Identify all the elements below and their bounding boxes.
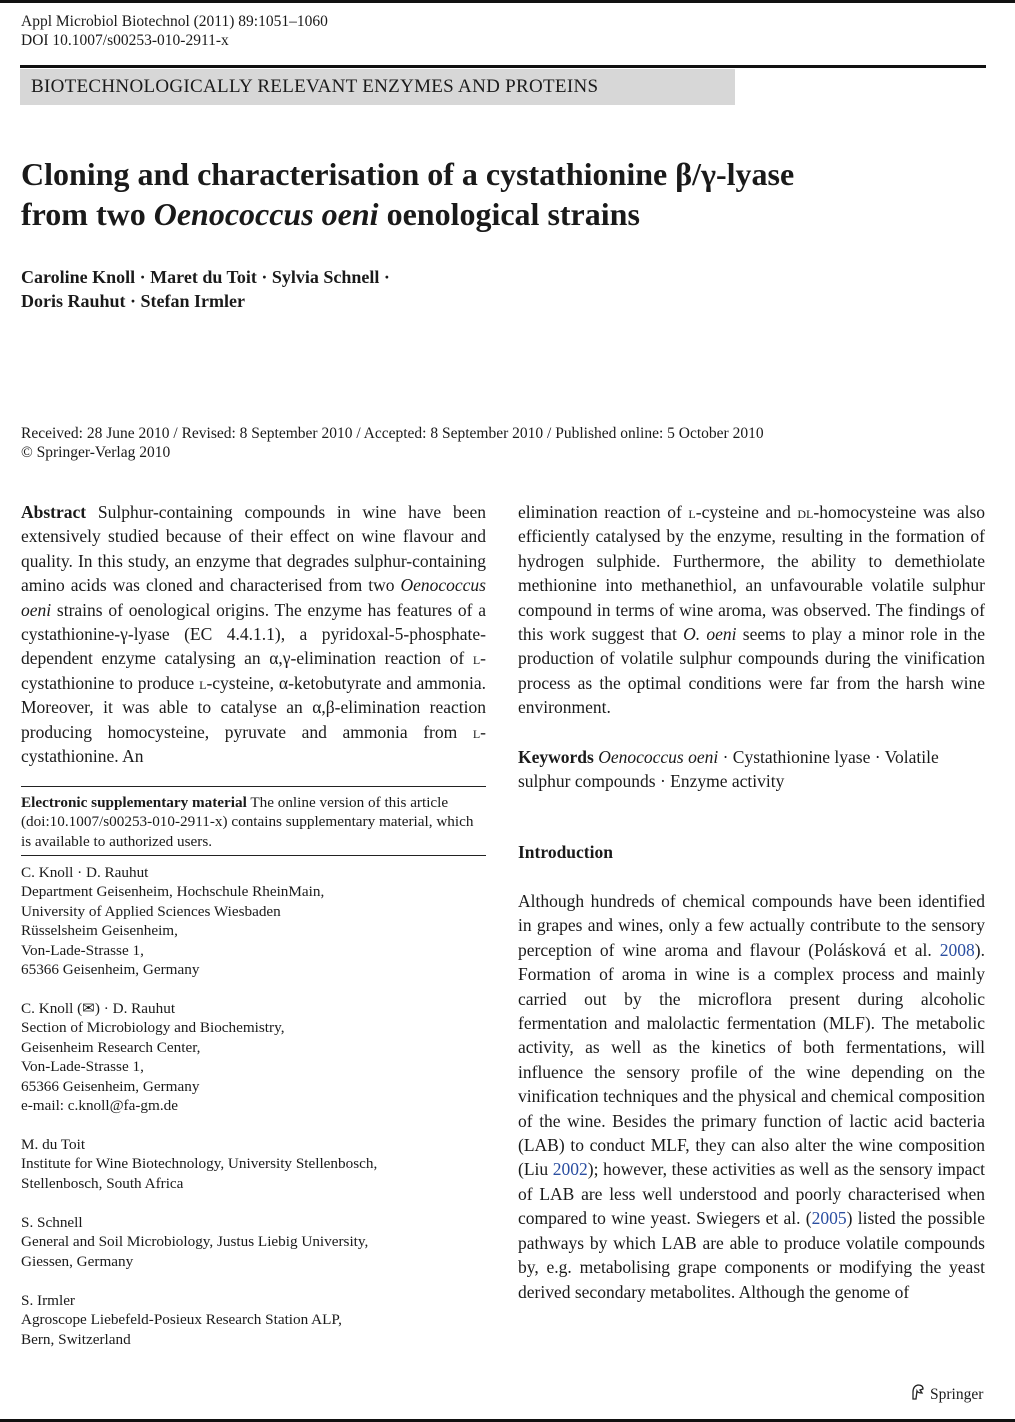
affiliation-block: C. Knoll · D. Rauhut Department Geisenheim, Hochschule RheinMain, University of Applied Sciences Wiesbaden Rüsselsheim Geisenheim, Von-Lade-Strasse 1, 65366 Geisenheim, Germany bbox=[21, 864, 325, 979]
affiliation-block: C. Knoll (✉) · D. Rauhut Section of Microbiology and Biochemistry, Geisenheim Research Center, Von-Lade-Strasse 1, 65366 Geisenheim, Germany e-mail: c.knoll@fa-gm.de bbox=[21, 999, 486, 1115]
doi-line: DOI 10.1007/s00253-010-2911-x bbox=[21, 32, 229, 49]
citation-link[interactable]: 2005 bbox=[811, 1208, 847, 1229]
affiliation-block: S. Schnell General and Soil Microbiology, Justus Liebig University, Giessen, Germany bbox=[21, 1214, 369, 1270]
abstract-label: Abstract bbox=[21, 502, 87, 522]
abstract-paragraph: Abstract Sulphur-containing compounds in wine have been extensively studied because of their effect on wine flavour and quality. In this study, an enzyme that degrades sulphur-containing amino acids was cloned and characterised from two Oenococcus oeni strains of oenological origins. The enzyme has features of a cystathionine-γ-lyase (EC 4.4.1.1), a pyridoxal-5-phosphate-dependent enzyme catalysing an α,γ-elimination reaction of l-cystathionine to produce l-cysteine, α-ketobutyrate and ammonia. Moreover, it was able to catalyse an α,β-elimination reaction producing homocysteine, pyruvate and ammonia from l-cystathionine. An bbox=[21, 502, 486, 767]
top-border bbox=[0, 0, 1015, 3]
right-column bbox=[518, 500, 986, 1302]
email-address: e-mail: c.knoll@fa-gm.de bbox=[21, 1097, 178, 1115]
abstract-continuation: elimination reaction of l-cysteine and dl-homocysteine was also efficiently catalysed by the enzyme, resulting in the formation of hydrogen sulphide. Furthermore, the ability to demethiolate methionine into methanethiol, an unfavourable volatile sulphur compound in terms of wine aroma, was observed. The findings of this work suggest that O. oeni seems to play a minor role in the production of volatile sulphur compounds during the vinification process as the optimal conditions were far from the harsh wine environment. bbox=[518, 502, 986, 718]
keywords: Keywords Oenococcus oeni · Cystathionine lyase · Volatile sulphur compounds · Enzyme activity bbox=[518, 746, 939, 792]
journal-citation bbox=[21, 12, 328, 50]
title-line-1: Cloning and characterisation of a cystathionine β/γ-lyase bbox=[21, 156, 795, 192]
journal-reference: Appl Microbiol Biotechnol (2011) 89:1051–1060 bbox=[21, 13, 328, 30]
citation-link[interactable]: 2002 bbox=[552, 1159, 588, 1180]
affiliation-rule bbox=[21, 855, 486, 856]
springer-horse-icon bbox=[910, 1383, 926, 1406]
supplementary-rule bbox=[21, 786, 486, 787]
affiliation-block: M. du Toit Institute for Wine Biotechnology, University Stellenbosch, Stellenbosch, South Africa bbox=[21, 1136, 378, 1192]
supplementary-note: Electronic supplementary material The online version of this article (doi:10.1007/s00253-010-2911-x) contains supplementary material, which is available to authorized users. bbox=[21, 794, 474, 850]
title-species: Oenococcus oeni bbox=[153, 196, 379, 232]
left-column bbox=[21, 500, 486, 768]
introduction-body: Although hundreds of chemical compounds have been identified in grapes and wines, only a few actually contribute to the sensory perception of wine aroma and flavour (Polásková et al. 2008). Formation of aroma in wine is a complex process and mainly carried out by the microflora present during alcoholic fermentation and malolactic fermentation (MLF). The metabolic activity, as well as the kinetics of both fermentations, will influence the sensory profile of the wine depending on the vinification techniques and the physical and chemical composition of the wine. Besides the primary function of lactic acid bacteria (LAB) to conduct MLF, they can also alter the wine composition (Liu 2002); however, these activities as well as the sensory impact of LAB are less well understood and poorly characterised when compared to wine yeast. Swiegers et al. (2005) listed the possible pathways by which LAB are able to produce volatile compounds by, e.g. metabolising grape components or modifying the yeast derived secondary metabolites. Although the genome of bbox=[518, 891, 986, 1302]
copyright: © Springer-Verlag 2010 bbox=[21, 444, 171, 461]
header-rule bbox=[20, 65, 986, 68]
publisher-logo bbox=[910, 1383, 983, 1406]
affiliation-block: S. Irmler Agroscope Liebefeld-Posieux Research Station ALP, Bern, Switzerland bbox=[21, 1292, 342, 1348]
author-list: Caroline Knoll · Maret du Toit · Sylvia Schnell · Doris Rauhut · Stefan Irmler bbox=[21, 267, 390, 311]
keywords-label: Keywords bbox=[518, 746, 594, 767]
article-title: Cloning and characterisation of a cystathionine β/γ-lyase from two Oenococcus oeni oenological strains bbox=[21, 156, 795, 232]
publisher-name: Springer bbox=[930, 1385, 984, 1403]
citation-link[interactable]: 2008 bbox=[939, 939, 975, 960]
section-heading-introduction: Introduction bbox=[518, 842, 613, 862]
section-label: BIOTECHNOLOGICALLY RELEVANT ENZYMES AND PROTEINS bbox=[20, 69, 735, 105]
publication-dates: Received: 28 June 2010 / Revised: 8 September 2010 / Accepted: 8 September 2010 / Published online: 5 October 2010 © Springer-Verlag 2010 bbox=[21, 425, 764, 461]
